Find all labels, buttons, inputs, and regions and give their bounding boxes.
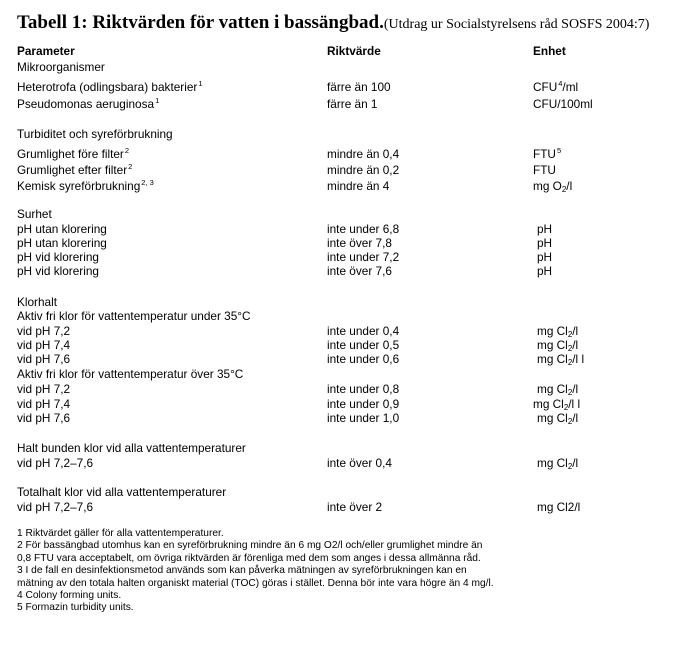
table-row [0,352,700,367]
header-value: Riktvärde [327,44,381,58]
footnote: 5 Formazin turbidity units. [17,602,134,614]
table-row [0,236,700,251]
row-value: mindre än 0,4 [327,147,400,161]
row-unit: mg $Cl_2/l$ [537,324,579,339]
row-unit: mg Cl2/l [537,500,581,514]
row-parameter: pH vid klorering [17,250,99,264]
row-parameter: Pseudomonas aeruginosa$^1$ [17,96,160,111]
row-parameter: Grumlighet efter filter$^2$ [17,162,133,177]
section-heading: Totalhalt klor vid alla vattentemperaturer [17,485,227,499]
row-parameter: vid pH 7,2–7,6 [17,500,94,514]
row-parameter: pH utan klorering [17,222,107,236]
row-unit: FTU$^5$ [533,146,562,161]
row-parameter: vid pH 7,6 [17,411,71,425]
footnote: 3 I de fall en desinfektionsmetod används som kan påverka mätningen av syreförbrukningen kan en mätning av den totala halten organiskt material (TOC) göras i stället. Denna bör inte vara högre än 4 mg/l. [17,565,494,589]
row-parameter: vid pH 7,6 [17,352,71,366]
row-value: inte under 0,5 [327,338,400,352]
row-value: mindre än 0,2 [327,163,400,177]
row-unit: pH [537,250,553,264]
table-title-source: (Utdrag ur Socialstyrelsens råd SOSFS 2004:7) [383,17,650,32]
row-unit: mg $Cl_2/l$ [537,456,579,471]
row-unit: mg $Cl_2/l$ l [533,397,581,412]
table-row [0,500,700,515]
row-parameter: vid pH 7,2 [17,324,71,338]
section-subheading: Aktiv fri klor för vattentemperatur under 35°C [17,309,251,323]
footnote: 1 Riktvärdet gäller för alla vattentemperaturer. [17,528,224,539]
row-unit: mg $Cl_2/l$ [537,382,579,397]
row-value: inte över 0,4 [327,456,392,470]
row-value: mindre än 4 [327,179,390,193]
table-row [0,324,700,339]
row-unit: mg $O_2/l$ [533,179,573,194]
table-row [0,456,700,471]
row-parameter: vid pH 7,4 [17,397,71,411]
row-value: inte under 1,0 [327,411,400,425]
row-parameter: Kemisk syreförbrukning$^{2, 3}$ [17,178,154,193]
row-value: inte över 2 [327,500,383,514]
row-value: inte under 0,8 [327,382,400,396]
footnote: 4 Colony forming units. [17,590,122,602]
row-parameter: vid pH 7,2 [17,382,71,396]
table-row [0,163,700,178]
table-row [0,411,700,426]
table-title [17,12,649,34]
row-parameter: vid pH 7,4 [17,338,71,352]
section-heading: Halt bunden klor vid alla vattentemperaturer [17,441,246,455]
row-value: inte över 7,6 [327,264,392,278]
section-heading: Klorhalt [17,295,57,309]
row-unit: pH [537,236,553,250]
row-unit: pH [537,222,553,236]
table-row [0,338,700,353]
table-row [0,147,700,162]
section-heading: Mikroorganismer [17,60,105,74]
table-title-main: Tabell 1: Riktvärden för vatten i bassängbad. [17,12,384,33]
section-heading: Turbiditet och syreförbrukning [17,127,173,141]
row-value: inte under 6,8 [327,222,400,236]
table-row [0,250,700,265]
row-unit: mg $Cl_2/l$ [537,411,579,426]
row-unit: FTU [533,163,556,177]
row-parameter: pH utan klorering [17,236,107,250]
row-value: inte under 0,4 [327,324,400,338]
section-subheading: Aktiv fri klor för vattentemperatur över 35°C [17,367,244,381]
row-parameter: Grumlighet före filter$^2$ [17,146,130,161]
row-unit: mg $Cl_2/l$ [537,338,579,353]
table-header-row [0,44,700,59]
row-value: inte under 0,6 [327,352,400,366]
row-value: inte under 0,9 [327,397,400,411]
section-heading: Surhet [17,207,52,221]
row-unit: pH [537,264,553,278]
table-row [0,222,700,237]
row-unit: CFU$^4$/ml [533,79,579,94]
row-value: färre än 100 [327,80,391,94]
table-row [0,179,700,194]
row-unit: mg $Cl_2/l$ l [537,352,585,367]
row-parameter: vid pH 7,2–7,6 [17,456,94,470]
row-value: färre än 1 [327,97,378,111]
table-row [0,382,700,397]
row-parameter: Heterotrofa (odlingsbara) bakterier$^1$ [17,79,203,94]
header-unit: Enhet [533,44,566,58]
footnote: 2 För bassängbad utomhus kan en syreförbrukning mindre än 6 mg O2/l och/eller grumlighet mindre än 0,8 FTU vara acceptabelt, om övriga riktvärden är förenliga med dem som anges i dessa allmänna råd. [17,540,483,564]
row-value: inte under 7,2 [327,250,400,264]
footnotes [17,528,497,615]
table-row [0,397,700,412]
header-parameter: Parameter [17,44,75,58]
row-parameter: pH vid klorering [17,264,99,278]
row-value: inte över 7,8 [327,236,392,250]
row-unit: CFU/100ml [533,97,593,111]
table-row [0,97,700,112]
table-row [0,80,700,95]
table-row [0,264,700,279]
